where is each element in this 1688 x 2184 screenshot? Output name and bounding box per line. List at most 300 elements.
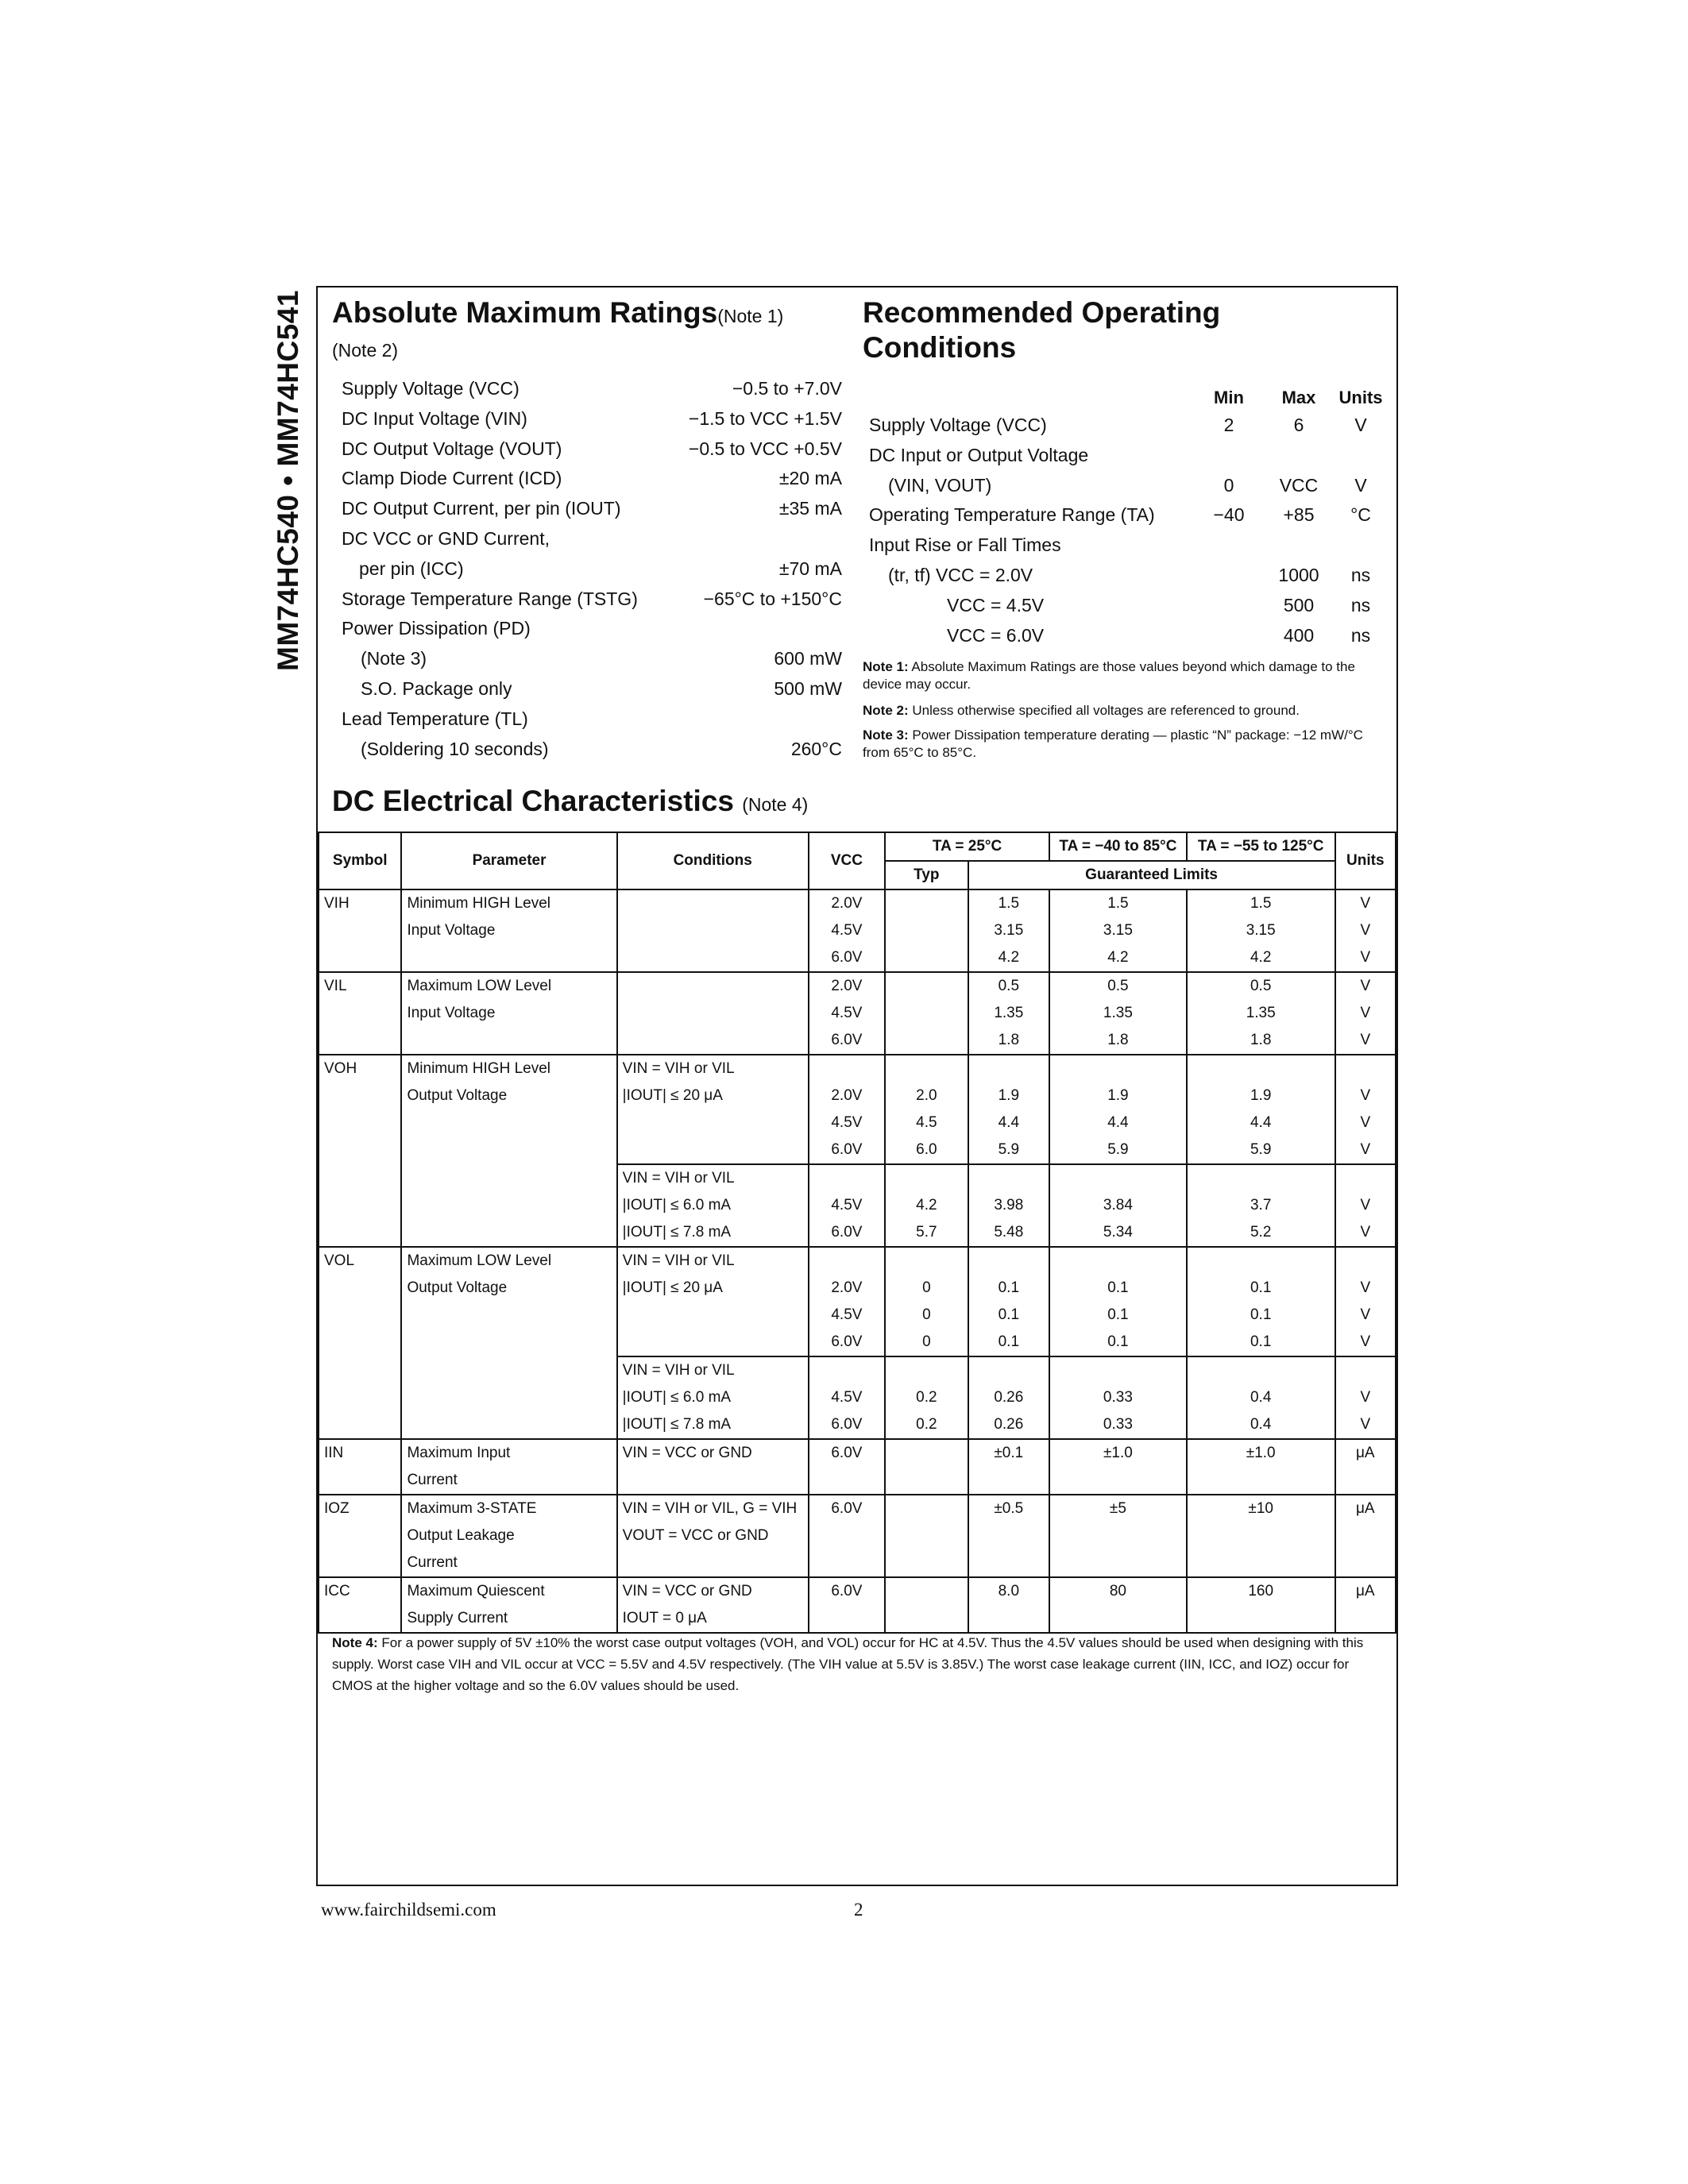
abs-max-label: DC Output Voltage (VOUT)	[342, 438, 562, 459]
dc-units: V	[1335, 1219, 1396, 1247]
dc-condition: |IOUT| ≤ 20 μA	[617, 1082, 809, 1109]
roc-units: V	[1354, 415, 1367, 435]
dc-parameter: Maximum LOW Level	[401, 972, 616, 1000]
dc-condition: VIN = VIH or VIL	[617, 1356, 809, 1384]
dc-parameter	[401, 1411, 616, 1439]
dc-parameter	[401, 1109, 616, 1136]
table-row	[319, 1549, 1396, 1577]
roc-min	[1193, 531, 1265, 558]
dc-limit-25: 4.4	[968, 1109, 1049, 1136]
dc-vcc	[809, 1605, 885, 1633]
dc-limit-125	[1187, 1164, 1335, 1192]
col-typ: Typ	[885, 861, 968, 889]
dc-vcc: 2.0V	[809, 972, 885, 1000]
col-ta25: TA = 25°C	[885, 832, 1049, 861]
table-row	[319, 1384, 1396, 1411]
abs-max-label: (Note 3)	[361, 648, 427, 669]
dc-symbol	[319, 1384, 401, 1411]
dc-vcc	[809, 1055, 885, 1082]
dc-limit-85: 1.8	[1049, 1027, 1187, 1055]
abs-max-label: Lead Temperature (TL)	[342, 708, 528, 729]
dc-typ: 0.2	[885, 1384, 968, 1411]
abs-max-value: −65°C to +150°C	[703, 588, 842, 609]
roc-min	[1193, 592, 1265, 619]
abs-max-value: −1.5 to VCC +1.5V	[688, 407, 842, 429]
dc-limit-85: 80	[1049, 1577, 1187, 1605]
table-row	[319, 1577, 1396, 1605]
dc-limit-125: 160	[1187, 1577, 1335, 1605]
col-symbol: Symbol	[319, 832, 401, 889]
dc-typ	[885, 972, 968, 1000]
dc-limit-25	[968, 1247, 1049, 1275]
dc-symbol	[319, 917, 401, 944]
dc-limit-125: 3.7	[1187, 1192, 1335, 1219]
dc-condition	[617, 1136, 809, 1164]
dc-condition	[617, 972, 809, 1000]
abs-max-subnote: (Note 2)	[332, 340, 399, 361]
table-row	[319, 889, 1396, 917]
col-vcc: VCC	[809, 832, 885, 889]
roc-max: 400	[1283, 624, 1315, 646]
dc-vcc: 4.5V	[809, 1302, 885, 1329]
table-row	[319, 1109, 1396, 1136]
dc-limit-85: 0.1	[1049, 1302, 1187, 1329]
dc-typ	[885, 1605, 968, 1633]
dc-condition: |IOUT| ≤ 6.0 mA	[617, 1192, 809, 1219]
dc-parameter	[401, 1219, 616, 1247]
dc-symbol: VIL	[319, 972, 401, 1000]
dc-parameter: Maximum LOW Level	[401, 1247, 616, 1275]
dc-limit-125	[1187, 1247, 1335, 1275]
dc-condition	[617, 889, 809, 917]
dc-vcc: 6.0V	[809, 1219, 885, 1247]
dc-vcc: 6.0V	[809, 1329, 885, 1356]
dc-condition	[617, 1329, 809, 1356]
dc-limit-125	[1187, 1605, 1335, 1633]
dc-units: μA	[1335, 1439, 1396, 1467]
dc-limit-125: 4.4	[1187, 1109, 1335, 1136]
roc-units	[1325, 442, 1396, 469]
dc-parameter: Input Voltage	[401, 917, 616, 944]
table-row	[319, 1055, 1396, 1082]
dc-symbol	[319, 1356, 401, 1384]
dc-condition	[617, 1302, 809, 1329]
roc-title-line2: Conditions	[863, 331, 1017, 364]
dc-limit-85	[1049, 1522, 1187, 1549]
table-row	[319, 1275, 1396, 1302]
dc-vcc: 6.0V	[809, 1439, 885, 1467]
footer-url[interactable]: www.fairchildsemi.com	[321, 1900, 496, 1920]
dc-typ	[885, 1027, 968, 1055]
dc-symbol	[319, 944, 401, 972]
page-number: 2	[854, 1900, 863, 1920]
dc-units: V	[1335, 944, 1396, 972]
dc-typ	[885, 1467, 968, 1495]
roc-header-min: Min	[1214, 388, 1244, 407]
dc-title: DC Electrical Characteristics	[332, 785, 734, 817]
dc-limit-25: 0.5	[968, 972, 1049, 1000]
note-3-label: Note 3:	[863, 727, 909, 743]
dc-limit-125: 1.8	[1187, 1027, 1335, 1055]
abs-max-row	[342, 705, 842, 732]
dc-limit-25	[968, 1549, 1049, 1577]
note-3-text: Power Dissipation temperature derating — plastic “N” package: −12 mW/°C from 65°C to 85°C.	[863, 727, 1363, 760]
abs-max-row	[342, 465, 842, 492]
note-4-text: For a power supply of 5V ±10% the worst case output voltages (VOH, and VOL) occur for HC at 4.5V. Thus the 4.5V values should be used when designing with this supply. Worst case VIH and VIL occur at VCC = 5.5V and 4.5V respectively. (The VIH value at 5.5V is 3.85V.) The worst case leakage current (IIN, ICC, and IOZ) occur for CMOS at the higher voltage and so the 6.0V values should be used.	[332, 1635, 1364, 1693]
dc-condition: VIN = VIH or VIL	[617, 1164, 809, 1192]
dc-limit-25	[968, 1605, 1049, 1633]
dc-limit-25: 0.26	[968, 1384, 1049, 1411]
table-row	[319, 1522, 1396, 1549]
dc-units	[1335, 1522, 1396, 1549]
roc-units: °C	[1350, 504, 1371, 526]
dc-condition: VIN = VIH or VIL, G = VIH	[617, 1495, 809, 1522]
dc-parameter: Maximum 3-STATE	[401, 1495, 616, 1522]
abs-max-row	[342, 585, 842, 612]
dc-units: μA	[1335, 1495, 1396, 1522]
dc-vcc: 2.0V	[809, 1275, 885, 1302]
dc-limit-85: 4.2	[1049, 944, 1187, 972]
dc-limit-125	[1187, 1467, 1335, 1495]
dc-vcc: 2.0V	[809, 889, 885, 917]
dc-vcc: 6.0V	[809, 1495, 885, 1522]
dc-limit-25: 4.2	[968, 944, 1049, 972]
table-row	[319, 1467, 1396, 1495]
content-frame	[316, 286, 1398, 1886]
dc-limit-25	[968, 1055, 1049, 1082]
dc-condition: VIN = VCC or GND	[617, 1577, 809, 1605]
dc-limit-85: 0.1	[1049, 1275, 1187, 1302]
dc-limit-125: 0.4	[1187, 1384, 1335, 1411]
note-2-label: Note 2:	[863, 703, 909, 718]
abs-max-value: ±35 mA	[778, 498, 842, 519]
dc-parameter: Output Voltage	[401, 1082, 616, 1109]
dc-vcc: 4.5V	[809, 917, 885, 944]
roc-max: +85	[1283, 504, 1315, 526]
dc-vcc	[809, 1164, 885, 1192]
dc-typ	[885, 1164, 968, 1192]
dc-limit-85: 0.33	[1049, 1384, 1187, 1411]
roc-note-3	[863, 727, 1371, 762]
col-ta85: TA = −40 to 85°C	[1049, 832, 1187, 861]
dc-symbol	[319, 1275, 401, 1302]
dc-limit-25: 3.98	[968, 1192, 1049, 1219]
dc-limit-25	[968, 1467, 1049, 1495]
dc-symbol	[319, 1549, 401, 1577]
dc-vcc: 4.5V	[809, 1384, 885, 1411]
abs-max-row	[342, 675, 842, 702]
dc-units	[1335, 1356, 1396, 1384]
dc-symbol	[319, 1109, 401, 1136]
note-4-label: Note 4:	[332, 1635, 378, 1650]
dc-symbol	[319, 1027, 401, 1055]
dc-limit-25: 5.9	[968, 1136, 1049, 1164]
dc-symbol	[319, 1302, 401, 1329]
dc-limit-125: 1.9	[1187, 1082, 1335, 1109]
dc-vcc: 4.5V	[809, 1000, 885, 1027]
dc-limit-85	[1049, 1164, 1187, 1192]
dc-typ: 4.5	[885, 1109, 968, 1136]
dc-parameter: Output Voltage	[401, 1275, 616, 1302]
dc-limit-85: 1.5	[1049, 889, 1187, 917]
roc-label: VCC = 4.5V	[947, 594, 1045, 615]
dc-typ	[885, 1577, 968, 1605]
roc-label: Operating Temperature Range (TA)	[869, 504, 1155, 526]
abs-max-label: DC VCC or GND Current,	[342, 528, 550, 549]
side-part-title: MM74HC540 • MM74HC541	[272, 290, 304, 671]
dc-symbol: VOH	[319, 1055, 401, 1082]
roc-label: VCC = 6.0V	[947, 624, 1045, 646]
dc-typ: 0	[885, 1275, 968, 1302]
dc-typ	[885, 1000, 968, 1027]
roc-header-max: Max	[1281, 388, 1316, 407]
abs-max-label: DC Input Voltage (VIN)	[342, 407, 527, 429]
dc-condition: VIN = VIH or VIL	[617, 1247, 809, 1275]
roc-min: 0	[1223, 474, 1234, 496]
roc-label: (tr, tf) VCC = 2.0V	[888, 565, 1033, 585]
dc-units: μA	[1335, 1577, 1396, 1605]
dc-limit-85: 1.9	[1049, 1082, 1187, 1109]
abs-max-title: Absolute Maximum Ratings	[332, 296, 718, 329]
dc-condition: |IOUT| ≤ 7.8 mA	[617, 1219, 809, 1247]
dc-typ	[885, 1356, 968, 1384]
table-row	[319, 1027, 1396, 1055]
dc-vcc	[809, 1467, 885, 1495]
dc-vcc	[809, 1356, 885, 1384]
roc-units: ns	[1350, 624, 1371, 646]
abs-max-label: Storage Temperature Range (TSTG)	[342, 588, 638, 609]
roc-min: 2	[1223, 415, 1234, 435]
dc-limit-25: 0.1	[968, 1329, 1049, 1356]
dc-units	[1335, 1164, 1396, 1192]
dc-limit-125	[1187, 1055, 1335, 1082]
table-row	[319, 1605, 1396, 1633]
roc-min	[1193, 622, 1265, 649]
dc-limit-125: 1.35	[1187, 1000, 1335, 1027]
table-row	[319, 1411, 1396, 1439]
dc-parameter	[401, 1302, 616, 1329]
roc-label: DC Input or Output Voltage	[869, 444, 1089, 465]
dc-units: V	[1335, 1302, 1396, 1329]
dc-typ	[885, 944, 968, 972]
table-row	[319, 944, 1396, 972]
dc-vcc: 6.0V	[809, 1411, 885, 1439]
dc-parameter	[401, 1136, 616, 1164]
abs-max-row	[342, 735, 842, 762]
dc-limit-85: 1.35	[1049, 1000, 1187, 1027]
dc-condition	[617, 1109, 809, 1136]
dc-title-note: (Note 4)	[742, 794, 809, 815]
table-row	[319, 1082, 1396, 1109]
dc-units	[1335, 1605, 1396, 1633]
dc-symbol	[319, 1522, 401, 1549]
dc-typ	[885, 1439, 968, 1467]
dc-symbol: IIN	[319, 1439, 401, 1467]
dc-limit-85: 0.1	[1049, 1329, 1187, 1356]
dc-parameter	[401, 1329, 616, 1356]
abs-max-row	[342, 615, 842, 642]
dc-limit-85: 5.9	[1049, 1136, 1187, 1164]
dc-typ: 0.2	[885, 1411, 968, 1439]
dc-typ	[885, 917, 968, 944]
dc-symbol	[319, 1000, 401, 1027]
dc-limit-125	[1187, 1356, 1335, 1384]
table-row	[319, 1247, 1396, 1275]
dc-vcc	[809, 1522, 885, 1549]
dc-vcc: 4.5V	[809, 1192, 885, 1219]
dc-limit-25: ±0.5	[968, 1495, 1049, 1522]
abs-max-row	[342, 645, 842, 672]
dc-units	[1335, 1549, 1396, 1577]
dc-limit-85: ±1.0	[1049, 1439, 1187, 1467]
dc-parameter: Maximum Input	[401, 1439, 616, 1467]
dc-condition	[617, 1000, 809, 1027]
dc-limit-125	[1187, 1549, 1335, 1577]
abs-max-label: DC Output Current, per pin (IOUT)	[342, 498, 621, 519]
abs-max-row	[342, 435, 842, 462]
roc-header-units: Units	[1338, 388, 1383, 407]
abs-max-row	[342, 405, 842, 432]
abs-max-title-note: (Note 1)	[717, 306, 784, 326]
dc-units: V	[1335, 917, 1396, 944]
dc-vcc: 6.0V	[809, 1027, 885, 1055]
dc-parameter	[401, 1356, 616, 1384]
dc-units: V	[1335, 889, 1396, 917]
roc-label: (VIN, VOUT)	[888, 474, 992, 496]
dc-parameter: Output Leakage	[401, 1522, 616, 1549]
dc-units: V	[1335, 1329, 1396, 1356]
dc-units: V	[1335, 1000, 1396, 1027]
dc-limit-125: ±1.0	[1187, 1439, 1335, 1467]
dc-typ: 0	[885, 1302, 968, 1329]
dc-condition	[617, 1467, 809, 1495]
dc-symbol: VIH	[319, 889, 401, 917]
roc-units: V	[1354, 474, 1367, 496]
dc-limit-125: 4.2	[1187, 944, 1335, 972]
table-row	[319, 1164, 1396, 1192]
dc-heading	[332, 784, 808, 822]
dc-limit-125: 0.1	[1187, 1275, 1335, 1302]
note-4	[332, 1632, 1381, 1696]
dc-limit-25	[968, 1356, 1049, 1384]
dc-condition: VIN = VCC or GND	[617, 1439, 809, 1467]
dc-limit-85	[1049, 1055, 1187, 1082]
dc-condition: IOUT = 0 μA	[617, 1605, 809, 1633]
roc-max: 1000	[1278, 565, 1319, 585]
roc-title-line1: Recommended Operating	[863, 296, 1221, 329]
dc-limit-125: 0.1	[1187, 1329, 1335, 1356]
dc-limit-125: 0.4	[1187, 1411, 1335, 1439]
dc-units: V	[1335, 1192, 1396, 1219]
dc-limit-85: ±5	[1049, 1495, 1187, 1522]
dc-condition: |IOUT| ≤ 20 μA	[617, 1275, 809, 1302]
dc-limit-85: 4.4	[1049, 1109, 1187, 1136]
dc-parameter: Maximum Quiescent	[401, 1577, 616, 1605]
dc-limit-25: 8.0	[968, 1577, 1049, 1605]
roc-label: Supply Voltage (VCC)	[869, 415, 1047, 435]
dc-parameter	[401, 1192, 616, 1219]
col-units: Units	[1335, 832, 1396, 889]
dc-vcc: 4.5V	[809, 1109, 885, 1136]
dc-symbol	[319, 1605, 401, 1633]
abs-max-value: 600 mW	[774, 648, 842, 669]
dc-typ: 6.0	[885, 1136, 968, 1164]
table-row	[319, 917, 1396, 944]
dc-condition: VIN = VIH or VIL	[617, 1055, 809, 1082]
dc-limit-125	[1187, 1522, 1335, 1549]
dc-units	[1335, 1055, 1396, 1082]
dc-parameter: Minimum HIGH Level	[401, 1055, 616, 1082]
dc-limit-85: 0.33	[1049, 1411, 1187, 1439]
abs-max-value: −0.5 to +7.0V	[732, 378, 842, 399]
dc-condition: VOUT = VCC or GND	[617, 1522, 809, 1549]
roc-min	[1193, 442, 1265, 469]
dc-limit-125: 0.5	[1187, 972, 1335, 1000]
dc-typ	[885, 1495, 968, 1522]
abs-max-heading	[332, 295, 783, 334]
dc-parameter: Minimum HIGH Level	[401, 889, 616, 917]
dc-symbol	[319, 1082, 401, 1109]
dc-typ	[885, 1055, 968, 1082]
roc-note-1	[863, 658, 1371, 693]
dc-symbol	[319, 1219, 401, 1247]
dc-limit-25: 1.8	[968, 1027, 1049, 1055]
dc-typ	[885, 1247, 968, 1275]
dc-limit-85	[1049, 1605, 1187, 1633]
abs-max-row	[342, 495, 842, 522]
dc-limit-85	[1049, 1356, 1187, 1384]
dc-limit-85: 5.34	[1049, 1219, 1187, 1247]
abs-max-label: Supply Voltage (VCC)	[342, 378, 520, 399]
roc-units: ns	[1350, 594, 1371, 615]
dc-limit-25: 0.1	[968, 1275, 1049, 1302]
dc-symbol	[319, 1411, 401, 1439]
dc-parameter	[401, 1164, 616, 1192]
dc-parameter: Current	[401, 1549, 616, 1577]
roc-max	[1263, 531, 1335, 558]
dc-limit-25: 0.1	[968, 1302, 1049, 1329]
col-parameter: Parameter	[401, 832, 616, 889]
dc-units: V	[1335, 1027, 1396, 1055]
dc-units: V	[1335, 1082, 1396, 1109]
abs-max-value: 260°C	[790, 738, 842, 759]
dc-typ	[885, 889, 968, 917]
dc-limit-125: 0.1	[1187, 1302, 1335, 1329]
dc-limit-25: 3.15	[968, 917, 1049, 944]
dc-limit-25	[968, 1164, 1049, 1192]
table-row	[319, 1219, 1396, 1247]
abs-max-row	[342, 525, 842, 552]
table-row	[319, 1192, 1396, 1219]
dc-parameter: Current	[401, 1467, 616, 1495]
dc-characteristics-table	[318, 832, 1396, 1634]
dc-condition	[617, 1549, 809, 1577]
abs-max-value: 500 mW	[774, 678, 842, 699]
abs-max-row	[342, 375, 842, 402]
dc-units: V	[1335, 1136, 1396, 1164]
dc-limit-25: ±0.1	[968, 1439, 1049, 1467]
dc-symbol	[319, 1136, 401, 1164]
roc-max: 6	[1293, 415, 1304, 435]
dc-vcc: 6.0V	[809, 1136, 885, 1164]
dc-symbol: IOZ	[319, 1495, 401, 1522]
dc-limit-125: ±10	[1187, 1495, 1335, 1522]
dc-limit-125: 1.5	[1187, 889, 1335, 917]
note-1-text: Absolute Maximum Ratings are those values beyond which damage to the device may occur.	[863, 659, 1355, 692]
dc-limit-25: 1.9	[968, 1082, 1049, 1109]
dc-typ: 4.2	[885, 1192, 968, 1219]
table-row	[319, 1439, 1396, 1467]
